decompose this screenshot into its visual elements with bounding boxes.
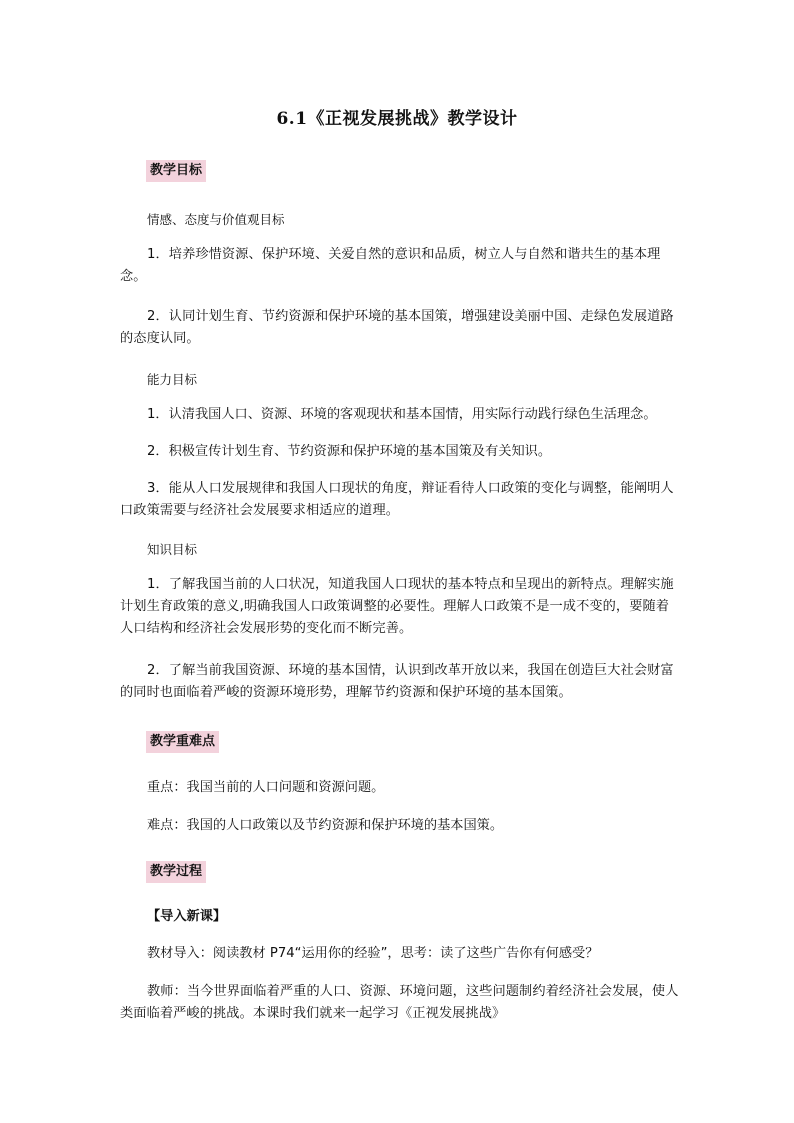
paragraph-emotion-1: 1．培养珍惜资源、保护环境、关爱自然的意识和品质，树立人与自然和谐共生的基本理念。 — [120, 247, 661, 284]
subheading-knowledge-goals: 知识目标 — [147, 542, 198, 557]
paragraph-knowledge-1: 1．了解我国当前的人口状况，知道我国人口现状的基本特点和呈现出的新特点。理解实施计划生育政策的意义,明确我国人口政策调整的必要性。理解人口政策不是一成不变的，要随着人口结构和经济社会发展形势的变化而不断完善。 — [120, 577, 674, 636]
paragraph-key-point: 重点：我国当前的人口问题和资源问题。 — [147, 780, 385, 795]
paragraph-teacher-intro: 教师：当今世界面临着严重的人口、资源、环境问题，这些问题制约着经济社会发展，使人类面临着严峻的挑战。本课时我们就来一起学习《正视发展挑战》 — [120, 984, 679, 1021]
heading-teaching-goals: 教学目标 — [146, 160, 206, 182]
paragraph-material-intro: 教材导入：阅读教材 P74“运用你的经验”，思考：读了这些广告你有何感受？ — [147, 946, 599, 961]
paragraph-ability-1: 1．认清我国人口、资源、环境的客观现状和基本国情，用实际行动践行绿色生活理念。 — [147, 407, 657, 422]
heading-key-difficult-points: 教学重难点 — [146, 731, 219, 753]
paragraph-ability-3: 3．能从人口发展规律和我国人口现状的角度，辩证看待人口政策的变化与调整，能阐明人口政策需要与经济社会发展要求相适应的道理。 — [120, 481, 674, 518]
subheading-ability-goals: 能力目标 — [147, 372, 198, 387]
paragraph-knowledge-2: 2．了解当前我国资源、环境的基本国情，认识到改革开放以来，我国在创造巨大社会财富的同时也面临着严峻的资源环境形势，理解节约资源和保护环境的基本国策。 — [120, 663, 674, 700]
subheading-emotion-goals: 情感、态度与价值观目标 — [147, 212, 285, 227]
page-title: 6.1《正视发展挑战》教学设计 — [276, 109, 518, 129]
paragraph-emotion-2: 2．认同计划生育、节约资源和保护环境的基本国策，增强建设美丽中国、走绿色发展道路的态度认同。 — [120, 309, 674, 346]
paragraph-ability-2: 2．积极宣传计划生育、节约资源和保护环境的基本国策及有关知识。 — [147, 444, 552, 459]
label-intro-new-lesson: 【导入新课】 — [147, 909, 227, 924]
heading-teaching-process: 教学过程 — [146, 861, 206, 883]
paragraph-difficult-point: 难点：我国的人口政策以及节约资源和保护环境的基本国策。 — [147, 818, 504, 833]
